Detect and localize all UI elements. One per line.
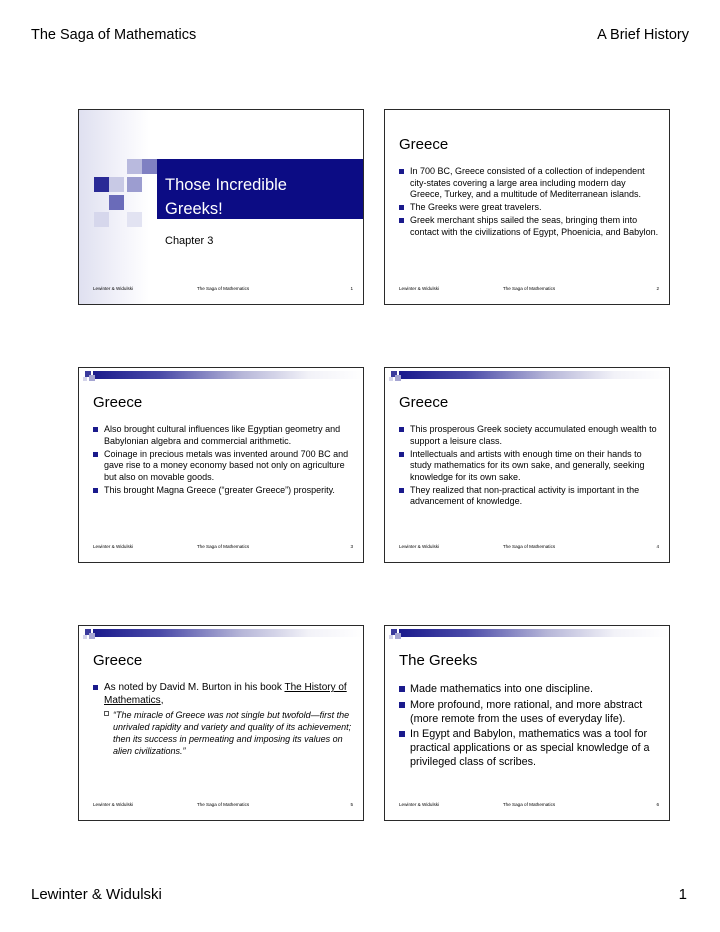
- slide-body: [399, 682, 659, 771]
- slide-body: [399, 424, 659, 509]
- square-bullet-icon: [399, 427, 404, 432]
- hollow-square-bullet-icon: [104, 711, 109, 716]
- slide-header-strip: [79, 368, 363, 382]
- bullet-text-end: ,: [160, 694, 164, 706]
- book-title: The History of Mathematics: [104, 682, 347, 706]
- slide-number: 3: [350, 544, 353, 549]
- square-bullet-icon: [93, 488, 98, 493]
- decorative-square: [395, 633, 401, 639]
- slide-footer: [399, 802, 659, 810]
- title-line: Those Incredible: [165, 176, 287, 194]
- bullet-item: [399, 698, 659, 726]
- slide-number: 1: [350, 286, 353, 291]
- decorative-square: [127, 212, 142, 227]
- bullet-item: [399, 727, 659, 769]
- slide-subtitle: Chapter 3: [165, 235, 214, 247]
- bullet-text: They realized that non-practical activity is important in the advancement of knowledge.: [410, 484, 640, 506]
- slide-footer-title: The Saga of Mathematics: [196, 802, 250, 807]
- bullet-item: [93, 449, 353, 484]
- slide-number: 5: [350, 802, 353, 807]
- slide-4: [384, 367, 670, 563]
- header-band: [93, 371, 363, 379]
- bullet-text: Made mathematics into one discipline.: [410, 683, 594, 695]
- slide-2: [384, 109, 670, 305]
- slide-number: 2: [656, 286, 659, 291]
- bullet-text: Also brought cultural influences like Egyptian geometry and Babylonian algebra and commercial arithmetic.: [104, 424, 341, 446]
- slide-body: [93, 682, 353, 757]
- slide-body: [399, 166, 659, 240]
- slide-footer-title: The Saga of Mathematics: [502, 802, 556, 807]
- slide-header-strip: [385, 368, 669, 382]
- bullet-text: Intellectuals and artists with enough time on their hands to study mathematics for its own sake, and generally, seeking knowledge for its own sake.: [410, 448, 645, 482]
- slide-footer: [93, 802, 353, 810]
- bullet-item: [93, 485, 353, 497]
- page-number: 1: [678, 886, 687, 903]
- quote-text: “The miracle of Greece was not single but twofold—first the unrivaled rapidity and variety and quality of its achievement; then its success in permeating and imposing its values on alien civilizations.”: [113, 709, 352, 756]
- slide-title: Greece: [399, 136, 449, 153]
- bullet-item: [93, 682, 353, 707]
- slide-title: Greece: [93, 394, 143, 411]
- slide-footer-authors: Lewinter & Widulski: [93, 286, 134, 291]
- slide-footer-authors: Lewinter & Widulski: [399, 286, 440, 291]
- bullet-item: [399, 485, 659, 508]
- square-bullet-icon: [93, 685, 98, 690]
- decorative-square: [389, 377, 393, 381]
- header-band: [399, 629, 669, 637]
- header-band: [93, 629, 363, 637]
- decorative-square: [94, 212, 109, 227]
- slide-footer-title: The Saga of Mathematics: [196, 544, 250, 549]
- bullet-text: This brought Magna Greece (“greater Greece”) prosperity.: [104, 484, 335, 495]
- bullet-item: [93, 424, 353, 447]
- bullet-text: In 700 BC, Greece consisted of a collection of independent city-states covering a large area including modern day Greece, Turkey, and a multitude of Mediterranean islands.: [410, 166, 645, 199]
- slide-5: [78, 625, 364, 821]
- decorative-square: [109, 177, 124, 192]
- decorative-square: [127, 177, 142, 192]
- slide-footer-authors: Lewinter & Widulski: [399, 802, 440, 807]
- slide-footer-title: The Saga of Mathematics: [196, 286, 250, 291]
- bullet-text: In Egypt and Babylon, mathematics was a tool for practical applications or as special knowledge of a privileged class of scribes.: [410, 728, 650, 768]
- square-bullet-icon: [399, 205, 404, 210]
- bullet-item: [399, 424, 659, 447]
- decorative-square: [94, 177, 109, 192]
- decorative-square: [395, 375, 401, 381]
- title-line: Greeks!: [165, 200, 223, 218]
- bullet-item: [399, 215, 659, 238]
- slide-footer: [93, 286, 353, 294]
- decorative-square: [83, 377, 87, 381]
- bullet-text: Coinage in precious metals was invented around 700 BC and gave rise to a money economy based not only on agriculture but also on movable goods.: [104, 448, 349, 482]
- slide-footer: [399, 286, 659, 294]
- sub-bullet-item: [93, 709, 353, 757]
- page-header-right: A Brief History: [597, 27, 689, 43]
- bullet-text: As noted by David M. Burton in his book: [104, 682, 285, 693]
- bullet-text: This prosperous Greek society accumulated enough wealth to support a leisure class.: [410, 424, 657, 446]
- slide-body: [93, 424, 353, 498]
- bullet-text: The Greeks were great travelers.: [410, 202, 542, 212]
- bullet-item: [399, 202, 659, 214]
- slide-1: [78, 109, 364, 305]
- slide-footer: [93, 544, 353, 552]
- decorative-square: [127, 159, 142, 174]
- square-bullet-icon: [93, 427, 98, 432]
- slide-6: [384, 625, 670, 821]
- slide-3: [78, 367, 364, 563]
- slide-number: 6: [656, 802, 659, 807]
- slide-footer: [399, 544, 659, 552]
- slide-header-strip: [79, 626, 363, 640]
- header-band: [399, 371, 669, 379]
- square-bullet-icon: [399, 731, 405, 737]
- slide-title: Greece: [93, 652, 143, 669]
- decorative-square: [83, 635, 87, 639]
- page-footer-left: Lewinter & Widulski: [31, 886, 162, 903]
- bullet-item: [399, 166, 659, 201]
- decorative-square: [389, 635, 393, 639]
- page-header-left: The Saga of Mathematics: [31, 27, 197, 43]
- slide-footer-authors: Lewinter & Widulski: [93, 544, 134, 549]
- square-bullet-icon: [399, 686, 405, 692]
- slide-footer-authors: Lewinter & Widulski: [399, 544, 440, 549]
- bullet-item: [399, 449, 659, 484]
- decorative-square: [142, 159, 157, 174]
- slide-title: [165, 173, 287, 221]
- slide-footer-title: The Saga of Mathematics: [502, 286, 556, 291]
- slide-title: The Greeks: [399, 652, 478, 669]
- square-bullet-icon: [399, 488, 404, 493]
- slide-header-strip: [385, 626, 669, 640]
- slide-footer-title: The Saga of Mathematics: [502, 544, 556, 549]
- bullet-text: Greek merchant ships sailed the seas, bringing them into contact with the civilizations of Egypt, Phoenicia, and Babylon.: [410, 215, 659, 237]
- square-bullet-icon: [399, 169, 404, 174]
- slide-footer-authors: Lewinter & Widulski: [93, 802, 134, 807]
- decorative-square: [109, 195, 124, 210]
- decorative-square: [89, 375, 95, 381]
- square-bullet-icon: [93, 452, 98, 457]
- bullet-item: [399, 682, 659, 696]
- bullet-text: More profound, more rational, and more abstract (more remote from the uses of everyday life).: [410, 698, 643, 725]
- square-bullet-icon: [399, 452, 404, 457]
- square-bullet-icon: [399, 702, 405, 708]
- square-bullet-icon: [399, 218, 404, 223]
- slide-title: Greece: [399, 394, 449, 411]
- decorative-square: [89, 633, 95, 639]
- slide-number: 4: [656, 544, 659, 549]
